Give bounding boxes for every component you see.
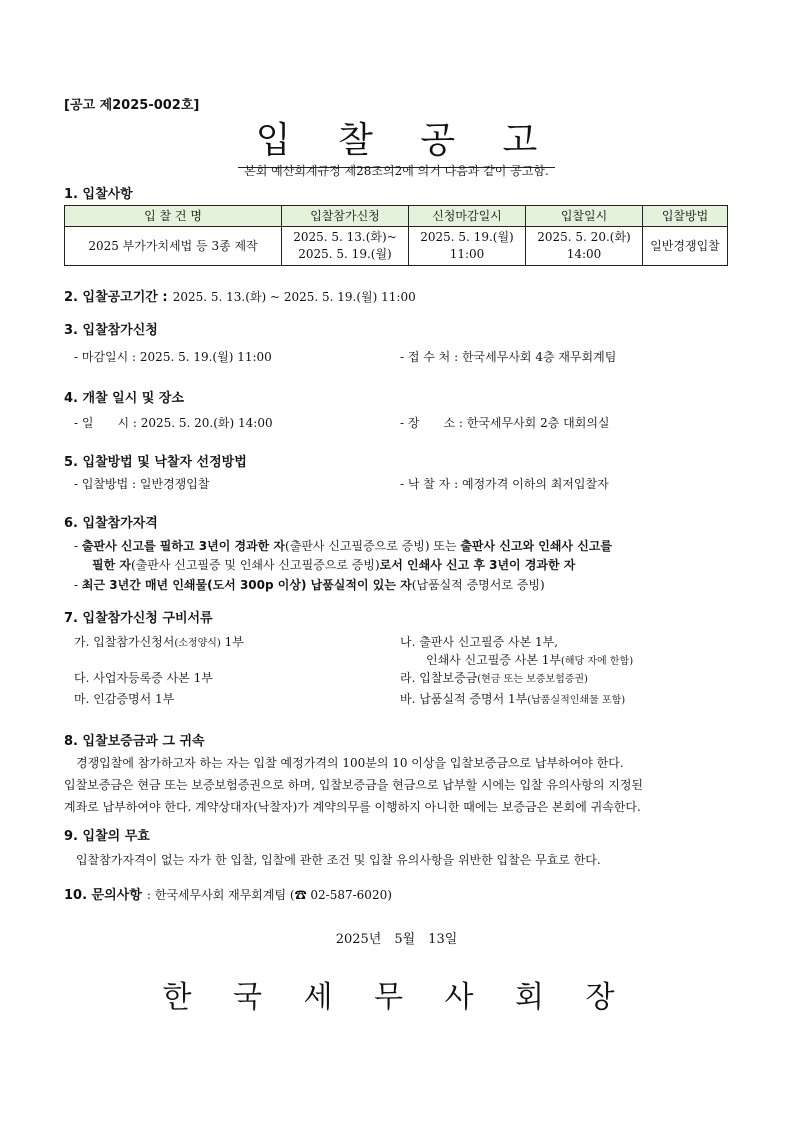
deposit-line: 경쟁입찰에 참가하고자 하는 자는 입찰 예정가격의 100분의 10 이상을 입찰보증금으로 납부하여야 한다. <box>76 756 624 770</box>
opening-place: - 장 소 : 한국세무사회 2층 대회의실 <box>400 416 610 430</box>
doc-item-note: (해당 자에 한함) <box>561 656 634 667</box>
section-6-heading: 6. 입찰참가자격 <box>64 516 158 531</box>
qualification-emph: 로서 인쇄사 신고 후 3년이 경과한 자 <box>379 558 576 572</box>
section-10-heading: 10. 문의사항 <box>64 888 142 903</box>
signature: 한 국 세 무 사 회 장 <box>162 980 631 1015</box>
qualification-line-1 <box>74 537 612 554</box>
bid-table-header: 입찰일시 <box>526 206 643 227</box>
doc-item-label: 인쇄사 신고필증 사본 1부 <box>426 653 561 667</box>
deadline-date: 2025. 5. 19.(월) <box>420 230 514 244</box>
dash: - <box>74 539 79 553</box>
doc-item-ra <box>400 669 588 686</box>
doc-item-note: (소정양식) <box>174 638 221 649</box>
section-1-heading: 1. 입찰사항 <box>64 187 133 202</box>
doc-item-note: (현금 또는 보증보험증권) <box>477 674 588 685</box>
doc-item-ma: 마. 인감증명서 1부 <box>74 692 175 706</box>
bid-table-header: 입 찰 건 명 <box>65 206 282 227</box>
apply-period-cell <box>282 227 409 266</box>
page-title <box>0 112 793 168</box>
apply-start: 2025. 5. 13.(화)~ <box>293 230 397 244</box>
apply-deadline: - 마감일시 : 2025. 5. 19.(월) 11:00 <box>74 350 272 364</box>
doc-item-na: 나. 출판사 신고필증 사본 1부, <box>400 635 559 649</box>
contact-info: : 한국세무사회 재무회계팀 (☎ 02-587-6020) <box>146 888 392 902</box>
qualification-line-3 <box>74 576 545 593</box>
doc-item-note: (납품실적인쇄물 포함) <box>527 695 626 706</box>
invalid-bid-text: 입찰참가자격이 없는 자가 한 입찰, 입찰에 관한 조건 및 입찰 유의사항을 위반한 입찰은 무효로 한다. <box>76 853 601 867</box>
section-4-heading: 4. 개찰 일시 및 장소 <box>64 391 184 406</box>
notice-number: [공고 제2025-002호] <box>64 98 200 113</box>
bid-table-header: 입찰방법 <box>643 206 728 227</box>
winner-selection: - 낙 찰 자 : 예정가격 이하의 최저입찰자 <box>400 477 609 491</box>
section-9-heading: 9. 입찰의 무효 <box>64 829 150 844</box>
bid-table <box>64 205 728 266</box>
deposit-paragraph <box>64 752 730 818</box>
doc-item-label: 라. 입찰보증금 <box>400 671 478 685</box>
bid-method: - 입찰방법 : 일반경쟁입찰 <box>74 477 210 491</box>
page-title-text: 입 찰 공 고 <box>238 112 555 168</box>
section-7-heading: 7. 입찰참가신청 구비서류 <box>64 611 213 626</box>
apply-place: - 접 수 처 : 한국세무사회 4층 재무회계팀 <box>400 350 617 364</box>
notice-date: 2025년 5월 13일 <box>335 932 458 947</box>
qualification-emph: 출판사 신고를 필하고 3년이 경과한 자 <box>81 539 286 553</box>
qualification-note: (납품실적 증명서로 증빙) <box>411 578 545 592</box>
section-2 <box>64 286 416 305</box>
opening-datetime: - 일 시 : 2025. 5. 20.(화) 14:00 <box>74 416 273 430</box>
doc-item-label: 1부 <box>220 635 244 649</box>
bid-table-header: 신청마감일시 <box>409 206 526 227</box>
deposit-line: 입찰보증금은 현금 또는 보증보험증권으로 하며, 입찰보증금을 현금으로 납부할 시에는 입찰 유의사항의 지정된 <box>64 778 644 792</box>
doc-item-label: 바. 납품실적 증명서 1부 <box>400 692 528 706</box>
qualification-emph: 최근 3년간 매년 인쇄물(도서 300p 이상) 납품실적이 있는 자 <box>81 578 412 592</box>
qualification-note: (출판사 신고필증으로 증빙) 또는 <box>285 539 461 553</box>
deadline-cell <box>409 227 526 266</box>
qualification-emph: 출판사 신고와 인쇄사 신고를 <box>460 539 612 553</box>
bid-time: 14:00 <box>566 247 602 261</box>
bid-table-header: 입찰참가신청 <box>282 206 409 227</box>
qualification-note: (출판사 신고필증 및 인쇄사 신고필증으로 증빙) <box>130 558 380 572</box>
doc-item-ga <box>74 633 244 650</box>
section-8-heading: 8. 입찰보증금과 그 귀속 <box>64 734 205 749</box>
deadline-time: 11:00 <box>449 247 485 261</box>
section-2-heading: 2. 입찰공고기간 : <box>64 290 168 305</box>
qualification-line-2 <box>92 556 575 573</box>
bid-datetime-cell <box>526 227 643 266</box>
doc-item-ba <box>400 690 625 707</box>
bid-date: 2025. 5. 20.(화) <box>537 230 631 244</box>
table-row <box>65 227 728 266</box>
doc-item-label: 가. 입찰참가신청서 <box>74 635 175 649</box>
bid-name-cell: 2025 부가가치세법 등 3종 제작 <box>65 227 282 266</box>
section-3-heading: 3. 입찰참가신청 <box>64 323 158 338</box>
bid-table-header-row <box>65 206 728 227</box>
apply-end: 2025. 5. 19.(월) <box>298 247 392 261</box>
bid-method-cell: 일반경쟁입찰 <box>643 227 728 266</box>
section-10 <box>64 884 392 903</box>
notice-period: 2025. 5. 13.(화) ~ 2025. 5. 19.(월) 11:00 <box>172 290 416 304</box>
doc-item-na-2 <box>426 651 633 668</box>
intro-text: 본회 예산회계규정 제28조의2에 의거 다음과 같이 공고함. <box>244 164 549 178</box>
qualification-emph: 필한 자 <box>92 558 131 572</box>
section-5-heading: 5. 입찰방법 및 낙찰자 선정방법 <box>64 455 247 470</box>
doc-item-da: 다. 사업자등록증 사본 1부 <box>74 671 213 685</box>
deposit-line: 계좌로 납부하여야 한다. 계약상대자(낙찰자)가 계약의무를 이행하지 아니한 때에는 보증금은 본회에 귀속한다. <box>64 800 641 814</box>
dash: - <box>74 578 79 592</box>
